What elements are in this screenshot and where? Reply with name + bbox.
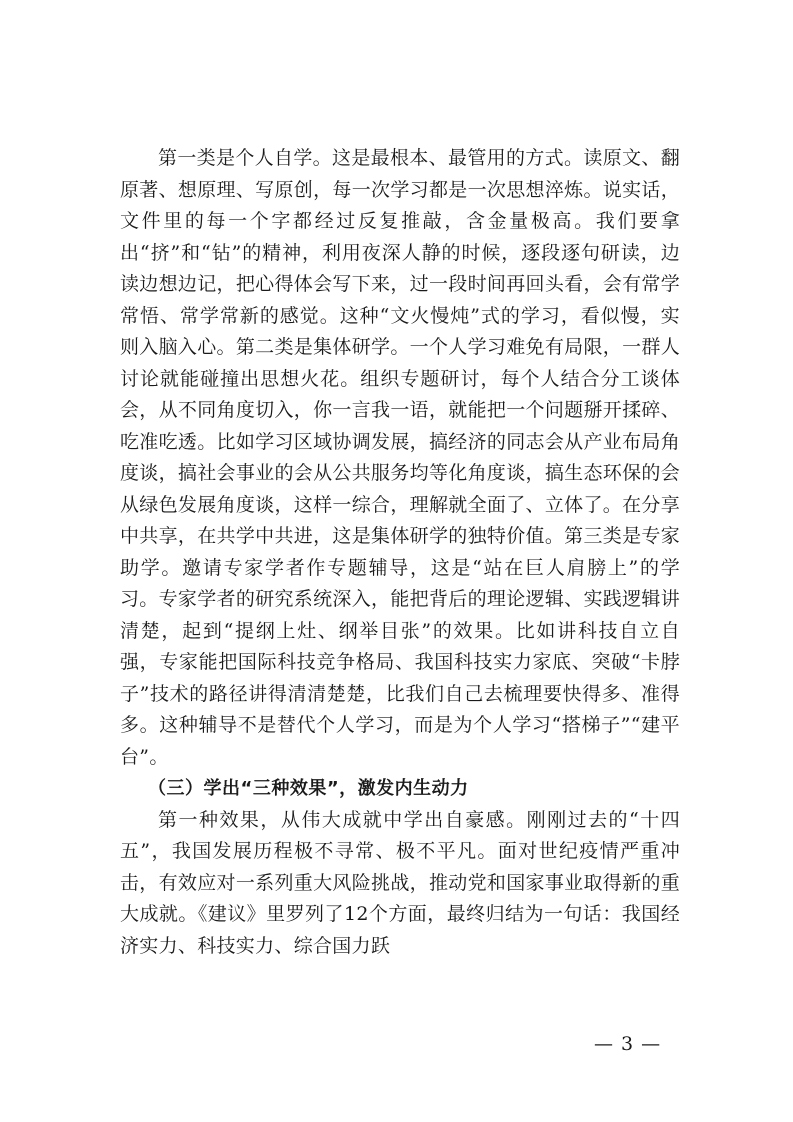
- page-number: — 3 —: [594, 1033, 662, 1055]
- section-heading: （三）学出“三种效果”，激发内生动力: [148, 778, 469, 799]
- paragraph-study-types: 第一类是个人自学。这是最根本、最管用的方式。读原文、翻原著、想原理、写原创，每一次学习都是一次思想淬炼。说实话，文件里的每一个字都经过反复推敲，含金量极高。我们要拿出“挤”和“钻”的精神，利用夜深人静的时候，逐段逐句研读，边读边想边记，把心得体会写下来，过一段时间再回头看，会有常学常悟、常学常新的感觉。这种“文火慢炖”式的学习，看似慢，实则入脑入心。第二类是集体研学。一个人学习难免有局限，一群人讨论就能碰撞出思想火花。组织专题研讨，每个人结合分工谈体会，从不同角度切入，你一言我一语，就能把一个问题掰开揉碎、吃准吃透。比如学习区域协调发展，搞经济的同志会从产业布局角度谈，搞社会事业的会从公共服务均等化角度谈，搞生态环保的会从绿色发展角度谈，这样一综合，理解就全面了、立体了。在分享中共享，在共学中共进，这是集体研学的独特价值。第三类是专家助学。邀请专家学者作专题辅导，这是“站在巨人肩膀上”的学习。专家学者的研究系统深入，能把背后的理论逻辑、实践逻辑讲清楚，起到“提纲上灶、纲举目张”的效果。比如讲科技自立自强，专家能把国际科技竞争格局、我国科技实力家底、突破“卡脖子”技术的路径讲得清清楚楚，比我们自己去梳理要快得多、准得多。这种辅导不是替代个人学习，而是为个人学习“搭梯子”“建平台”。: [120, 147, 680, 768]
- document-body: [120, 143, 680, 962]
- paragraph-first-effect: 第一种效果，从伟大成就中学出自豪感。刚刚过去的“十四五”，我国发展历程极不寻常、极不平凡。面对世纪疫情严重冲击，有效应对一系列重大风险挑战，推动党和国家事业取得新的重大成就。《建议》里罗列了12个方面，最终归结为一句话：我国经济实力、科技实力、综合国力跃: [120, 808, 680, 957]
